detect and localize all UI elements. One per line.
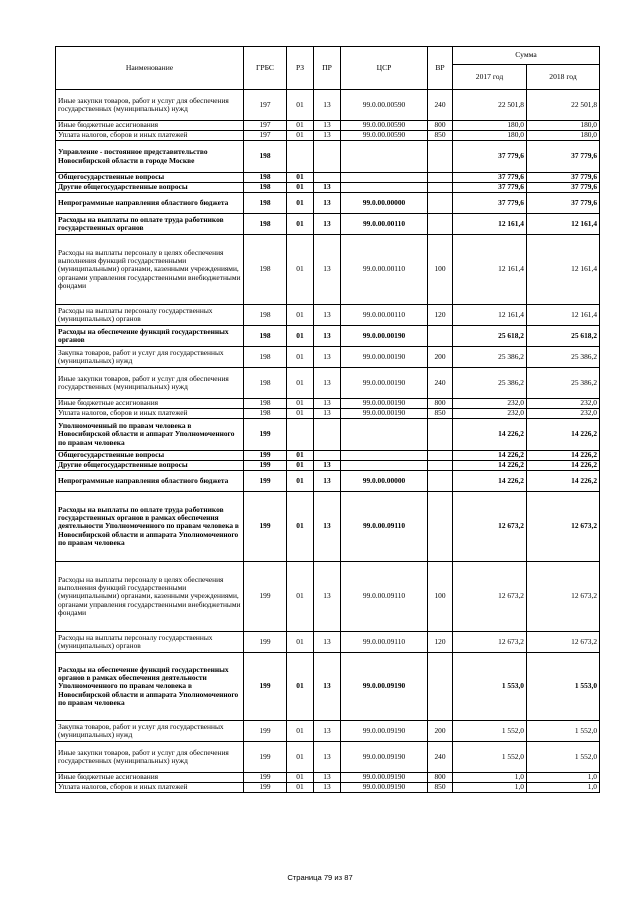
cell-sum-2018: 12 673,2 xyxy=(527,492,600,562)
cell-name: Общегосударственные вопросы xyxy=(56,173,244,183)
cell-sum-2017: 12 673,2 xyxy=(453,562,527,632)
cell-name: Расходы на выплаты персоналу государственных (муниципальных) органов xyxy=(56,632,244,653)
cell-pr: 13 xyxy=(314,461,341,471)
header-2018: 2018 год xyxy=(527,65,600,90)
table-row xyxy=(56,409,600,419)
cell-csr: 99.0.00.00190 xyxy=(341,368,428,399)
cell-rz: 01 xyxy=(287,326,314,347)
cell-grbs: 197 xyxy=(244,121,287,131)
cell-csr xyxy=(341,173,428,183)
cell-vr: 200 xyxy=(428,347,453,368)
table-row xyxy=(56,399,600,409)
cell-vr: 800 xyxy=(428,399,453,409)
cell-rz: 01 xyxy=(287,653,314,721)
cell-name: Иные закупки товаров, работ и услуг для обеспечения государственных (муниципальных) нужд xyxy=(56,90,244,121)
cell-pr: 13 xyxy=(314,492,341,562)
cell-rz: 01 xyxy=(287,173,314,183)
cell-name: Иные закупки товаров, работ и услуг для обеспечения государственных (муниципальных) нужд xyxy=(56,742,244,773)
cell-grbs: 199 xyxy=(244,632,287,653)
cell-name: Уполномоченный по правам человека в Новосибирской области и аппарат Уполномоченного по правам человека xyxy=(56,419,244,451)
cell-sum-2018: 1,0 xyxy=(527,783,600,793)
cell-vr: 850 xyxy=(428,783,453,793)
cell-rz: 01 xyxy=(287,409,314,419)
cell-sum-2017: 22 501,8 xyxy=(453,90,527,121)
cell-sum-2017: 1 552,0 xyxy=(453,721,527,742)
cell-vr: 850 xyxy=(428,131,453,141)
cell-name: Иные бюджетные ассигнования xyxy=(56,399,244,409)
cell-sum-2017: 14 226,2 xyxy=(453,471,527,492)
cell-name: Расходы на обеспечение функций государственных органов xyxy=(56,326,244,347)
cell-pr: 13 xyxy=(314,632,341,653)
cell-vr: 120 xyxy=(428,305,453,326)
cell-grbs: 199 xyxy=(244,721,287,742)
cell-sum-2018: 14 226,2 xyxy=(527,461,600,471)
cell-grbs: 197 xyxy=(244,90,287,121)
cell-name: Иные закупки товаров, работ и услуг для обеспечения государственных (муниципальных) нужд xyxy=(56,368,244,399)
cell-vr: 850 xyxy=(428,409,453,419)
cell-vr xyxy=(428,183,453,193)
cell-vr xyxy=(428,173,453,183)
cell-sum-2018: 12 161,4 xyxy=(527,305,600,326)
cell-pr: 13 xyxy=(314,368,341,399)
cell-sum-2018: 37 779,6 xyxy=(527,193,600,214)
cell-grbs: 198 xyxy=(244,235,287,305)
cell-sum-2017: 37 779,6 xyxy=(453,193,527,214)
cell-grbs: 198 xyxy=(244,183,287,193)
cell-pr: 13 xyxy=(314,131,341,141)
cell-rz: 01 xyxy=(287,492,314,562)
cell-pr: 13 xyxy=(314,783,341,793)
cell-csr: 99.0.00.09190 xyxy=(341,742,428,773)
cell-grbs: 199 xyxy=(244,461,287,471)
cell-grbs: 199 xyxy=(244,653,287,721)
cell-csr xyxy=(341,141,428,173)
cell-csr: 99.0.00.00110 xyxy=(341,305,428,326)
cell-sum-2017: 232,0 xyxy=(453,399,527,409)
cell-sum-2017: 1 553,0 xyxy=(453,653,527,721)
table-row xyxy=(56,419,600,451)
cell-name: Закупка товаров, работ и услуг для государственных (муниципальных) нужд xyxy=(56,721,244,742)
cell-grbs: 198 xyxy=(244,347,287,368)
header-vr: ВР xyxy=(428,47,453,90)
table-row xyxy=(56,326,600,347)
cell-grbs: 199 xyxy=(244,773,287,783)
cell-grbs: 199 xyxy=(244,562,287,632)
cell-csr xyxy=(341,461,428,471)
cell-vr xyxy=(428,451,453,461)
cell-sum-2018: 14 226,2 xyxy=(527,419,600,451)
cell-csr: 99.0.00.00000 xyxy=(341,193,428,214)
cell-pr xyxy=(314,141,341,173)
table-row xyxy=(56,461,600,471)
cell-sum-2017: 37 779,6 xyxy=(453,173,527,183)
cell-sum-2017: 180,0 xyxy=(453,131,527,141)
cell-sum-2017: 12 161,4 xyxy=(453,305,527,326)
cell-sum-2018: 12 161,4 xyxy=(527,214,600,235)
table-row xyxy=(56,653,600,721)
cell-rz: 01 xyxy=(287,773,314,783)
cell-grbs: 198 xyxy=(244,368,287,399)
cell-csr: 99.0.00.00190 xyxy=(341,326,428,347)
cell-name: Уплата налогов, сборов и иных платежей xyxy=(56,409,244,419)
cell-pr xyxy=(314,419,341,451)
cell-grbs: 198 xyxy=(244,193,287,214)
cell-sum-2018: 232,0 xyxy=(527,409,600,419)
cell-sum-2018: 1 553,0 xyxy=(527,653,600,721)
table-row xyxy=(56,141,600,173)
header-name: Наименование xyxy=(56,47,244,90)
table-row xyxy=(56,742,600,773)
cell-pr: 13 xyxy=(314,742,341,773)
cell-name: Иные бюджетные ассигнования xyxy=(56,121,244,131)
table-row xyxy=(56,305,600,326)
cell-name: Расходы на выплаты по оплате труда работников государственных органов в рамках обеспечения деятельности Уполномоченного по правам человека в Новосибирской области и аппарата Уполномоченного по правам человека xyxy=(56,492,244,562)
cell-rz: 01 xyxy=(287,451,314,461)
cell-vr: 120 xyxy=(428,632,453,653)
cell-sum-2017: 14 226,2 xyxy=(453,461,527,471)
cell-name: Управление - постоянное представительство Новосибирской области в городе Москве xyxy=(56,141,244,173)
header-pr: ПР xyxy=(314,47,341,90)
table-row xyxy=(56,235,600,305)
cell-csr xyxy=(341,419,428,451)
cell-rz: 01 xyxy=(287,742,314,773)
cell-csr: 99.0.00.00590 xyxy=(341,131,428,141)
cell-name: Иные бюджетные ассигнования xyxy=(56,773,244,783)
cell-sum-2018: 25 386,2 xyxy=(527,368,600,399)
table-row xyxy=(56,90,600,121)
cell-rz: 01 xyxy=(287,632,314,653)
cell-rz: 01 xyxy=(287,90,314,121)
cell-pr: 13 xyxy=(314,399,341,409)
cell-sum-2017: 25 386,2 xyxy=(453,347,527,368)
cell-sum-2017: 12 673,2 xyxy=(453,492,527,562)
cell-pr: 13 xyxy=(314,183,341,193)
cell-csr: 99.0.00.00590 xyxy=(341,121,428,131)
cell-vr: 100 xyxy=(428,562,453,632)
cell-csr xyxy=(341,183,428,193)
cell-csr: 99.0.00.09190 xyxy=(341,653,428,721)
cell-grbs: 198 xyxy=(244,409,287,419)
table-row xyxy=(56,131,600,141)
cell-pr: 13 xyxy=(314,562,341,632)
cell-sum-2017: 1,0 xyxy=(453,783,527,793)
cell-sum-2017: 25 618,2 xyxy=(453,326,527,347)
cell-name: Расходы на выплаты персоналу государственных (муниципальных) органов xyxy=(56,305,244,326)
cell-rz xyxy=(287,141,314,173)
table-row xyxy=(56,347,600,368)
cell-sum-2018: 22 501,8 xyxy=(527,90,600,121)
table-row xyxy=(56,783,600,793)
table-row xyxy=(56,721,600,742)
cell-csr: 99.0.00.00190 xyxy=(341,409,428,419)
cell-grbs: 198 xyxy=(244,173,287,183)
cell-vr: 800 xyxy=(428,121,453,131)
cell-pr: 13 xyxy=(314,214,341,235)
cell-vr xyxy=(428,461,453,471)
cell-vr xyxy=(428,492,453,562)
cell-sum-2017: 14 226,2 xyxy=(453,419,527,451)
cell-csr: 99.0.00.09110 xyxy=(341,492,428,562)
cell-sum-2017: 37 779,6 xyxy=(453,141,527,173)
cell-sum-2017: 25 386,2 xyxy=(453,368,527,399)
table-body xyxy=(56,90,600,793)
cell-sum-2018: 25 386,2 xyxy=(527,347,600,368)
cell-name: Расходы на обеспечение функций государственных органов в рамках обеспечения деятельности Уполномоченного по правам человека в Новосибирской области и аппарата Уполномоченного по правам человека xyxy=(56,653,244,721)
cell-sum-2017: 12 673,2 xyxy=(453,632,527,653)
header-csr: ЦСР xyxy=(341,47,428,90)
cell-sum-2017: 14 226,2 xyxy=(453,451,527,461)
cell-name: Уплата налогов, сборов и иных платежей xyxy=(56,783,244,793)
cell-csr: 99.0.00.00590 xyxy=(341,90,428,121)
cell-grbs: 198 xyxy=(244,399,287,409)
cell-rz xyxy=(287,419,314,451)
table-row xyxy=(56,471,600,492)
cell-rz: 01 xyxy=(287,471,314,492)
cell-sum-2017: 37 779,6 xyxy=(453,183,527,193)
cell-pr: 13 xyxy=(314,409,341,419)
header-sum: Сумма xyxy=(453,47,600,65)
cell-csr: 99.0.00.09110 xyxy=(341,632,428,653)
cell-pr: 13 xyxy=(314,90,341,121)
table-row xyxy=(56,214,600,235)
cell-rz: 01 xyxy=(287,121,314,131)
cell-pr xyxy=(314,173,341,183)
table-row xyxy=(56,451,600,461)
cell-rz: 01 xyxy=(287,183,314,193)
cell-vr xyxy=(428,193,453,214)
cell-vr xyxy=(428,471,453,492)
cell-rz: 01 xyxy=(287,131,314,141)
cell-pr: 13 xyxy=(314,193,341,214)
table-row xyxy=(56,173,600,183)
cell-grbs: 197 xyxy=(244,131,287,141)
cell-name: Другие общегосударственные вопросы xyxy=(56,461,244,471)
cell-sum-2018: 25 618,2 xyxy=(527,326,600,347)
cell-pr: 13 xyxy=(314,773,341,783)
cell-name: Непрограммные направления областного бюджета xyxy=(56,193,244,214)
cell-csr: 99.0.00.00110 xyxy=(341,214,428,235)
cell-pr: 13 xyxy=(314,235,341,305)
cell-grbs: 199 xyxy=(244,471,287,492)
budget-table xyxy=(55,46,600,793)
cell-vr: 240 xyxy=(428,742,453,773)
cell-grbs: 198 xyxy=(244,326,287,347)
cell-sum-2018: 37 779,6 xyxy=(527,173,600,183)
table-row xyxy=(56,121,600,131)
cell-grbs: 199 xyxy=(244,742,287,773)
cell-rz: 01 xyxy=(287,368,314,399)
table-header xyxy=(56,47,600,90)
cell-csr: 99.0.00.00000 xyxy=(341,471,428,492)
cell-sum-2018: 14 226,2 xyxy=(527,471,600,492)
cell-sum-2018: 12 673,2 xyxy=(527,632,600,653)
cell-sum-2018: 12 673,2 xyxy=(527,562,600,632)
cell-pr: 13 xyxy=(314,347,341,368)
table-row xyxy=(56,632,600,653)
cell-grbs: 198 xyxy=(244,214,287,235)
cell-sum-2017: 12 161,4 xyxy=(453,214,527,235)
cell-grbs: 199 xyxy=(244,783,287,793)
cell-name: Расходы на выплаты персоналу в целях обеспечения выполнения функций государственными (муниципальными) органами, казенными учреждениями, органами управления государственными внебюджетными фондами xyxy=(56,235,244,305)
cell-pr: 13 xyxy=(314,471,341,492)
table-row xyxy=(56,183,600,193)
cell-csr: 99.0.00.00190 xyxy=(341,399,428,409)
cell-name: Другие общегосударственные вопросы xyxy=(56,183,244,193)
cell-pr: 13 xyxy=(314,326,341,347)
cell-csr: 99.0.00.09190 xyxy=(341,783,428,793)
cell-sum-2018: 12 161,4 xyxy=(527,235,600,305)
cell-sum-2017: 1 552,0 xyxy=(453,742,527,773)
cell-vr xyxy=(428,141,453,173)
cell-pr xyxy=(314,451,341,461)
cell-vr xyxy=(428,653,453,721)
cell-vr xyxy=(428,214,453,235)
header-rz: РЗ xyxy=(287,47,314,90)
cell-grbs: 198 xyxy=(244,305,287,326)
cell-sum-2018: 180,0 xyxy=(527,121,600,131)
cell-name: Закупка товаров, работ и услуг для государственных (муниципальных) нужд xyxy=(56,347,244,368)
cell-csr: 99.0.00.00190 xyxy=(341,347,428,368)
table-row xyxy=(56,368,600,399)
header-2017: 2017 год xyxy=(453,65,527,90)
cell-sum-2018: 37 779,6 xyxy=(527,183,600,193)
cell-sum-2017: 12 161,4 xyxy=(453,235,527,305)
cell-csr xyxy=(341,451,428,461)
cell-rz: 01 xyxy=(287,347,314,368)
cell-sum-2017: 232,0 xyxy=(453,409,527,419)
cell-csr: 99.0.00.09190 xyxy=(341,721,428,742)
cell-pr: 13 xyxy=(314,121,341,131)
cell-rz: 01 xyxy=(287,193,314,214)
cell-grbs: 199 xyxy=(244,492,287,562)
cell-vr: 240 xyxy=(428,368,453,399)
cell-vr: 240 xyxy=(428,90,453,121)
cell-grbs: 199 xyxy=(244,419,287,451)
cell-sum-2018: 14 226,2 xyxy=(527,451,600,461)
cell-rz: 01 xyxy=(287,305,314,326)
cell-vr: 800 xyxy=(428,773,453,783)
cell-csr: 99.0.00.00110 xyxy=(341,235,428,305)
cell-rz: 01 xyxy=(287,399,314,409)
cell-pr: 13 xyxy=(314,653,341,721)
cell-rz: 01 xyxy=(287,235,314,305)
cell-vr: 100 xyxy=(428,235,453,305)
cell-rz: 01 xyxy=(287,721,314,742)
cell-name: Расходы на выплаты по оплате труда работников государственных органов xyxy=(56,214,244,235)
cell-vr: 200 xyxy=(428,721,453,742)
table-row xyxy=(56,562,600,632)
cell-name: Уплата налогов, сборов и иных платежей xyxy=(56,131,244,141)
cell-sum-2017: 180,0 xyxy=(453,121,527,131)
cell-rz: 01 xyxy=(287,461,314,471)
cell-csr: 99.0.00.09110 xyxy=(341,562,428,632)
cell-grbs: 198 xyxy=(244,141,287,173)
cell-sum-2018: 232,0 xyxy=(527,399,600,409)
cell-sum-2018: 1,0 xyxy=(527,773,600,783)
cell-rz: 01 xyxy=(287,562,314,632)
cell-vr xyxy=(428,326,453,347)
table-row xyxy=(56,193,600,214)
cell-vr xyxy=(428,419,453,451)
cell-pr: 13 xyxy=(314,721,341,742)
cell-rz: 01 xyxy=(287,783,314,793)
table-row xyxy=(56,773,600,783)
cell-rz: 01 xyxy=(287,214,314,235)
cell-sum-2018: 1 552,0 xyxy=(527,721,600,742)
header-grbs: ГРБС xyxy=(244,47,287,90)
cell-name: Расходы на выплаты персоналу в целях обеспечения выполнения функций государственными (муниципальными) органами, казенными учреждениями, органами управления государственными внебюджетными фондами xyxy=(56,562,244,632)
page-number: Страница 79 из 87 xyxy=(287,873,353,882)
cell-csr: 99.0.00.09190 xyxy=(341,773,428,783)
cell-name: Общегосударственные вопросы xyxy=(56,451,244,461)
cell-name: Непрограммные направления областного бюджета xyxy=(56,471,244,492)
cell-sum-2018: 37 779,6 xyxy=(527,141,600,173)
cell-grbs: 199 xyxy=(244,451,287,461)
cell-sum-2017: 1,0 xyxy=(453,773,527,783)
table-row xyxy=(56,492,600,562)
cell-pr: 13 xyxy=(314,305,341,326)
cell-sum-2018: 180,0 xyxy=(527,131,600,141)
cell-sum-2018: 1 552,0 xyxy=(527,742,600,773)
